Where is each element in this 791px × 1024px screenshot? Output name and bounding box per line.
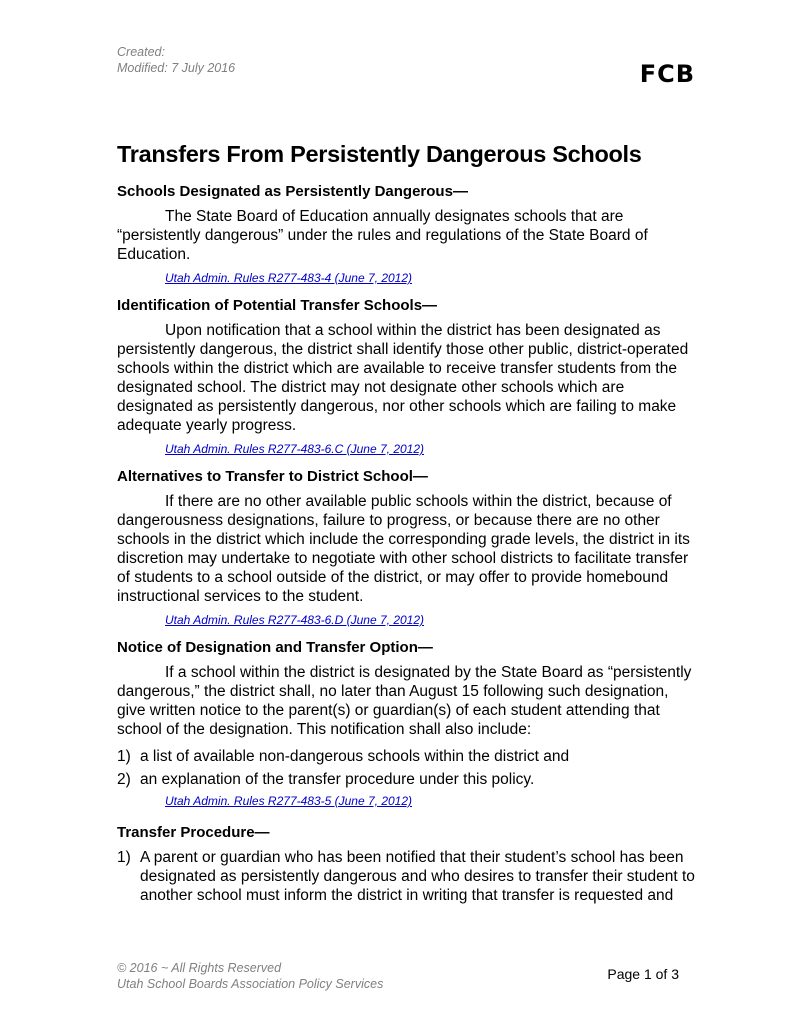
citation <box>165 793 697 809</box>
organization-name: Utah School Boards Association Policy Services <box>117 977 384 991</box>
list-text: a list of available non-dangerous schools within the district and <box>140 748 570 765</box>
citation <box>165 612 697 628</box>
numbered-list <box>117 848 697 905</box>
list-number: 2) <box>117 771 131 788</box>
policy-code: FCB <box>639 60 695 88</box>
section-heading: Notice of Designation and Transfer Option— <box>117 639 433 656</box>
copyright-text: © 2016 ~ All Rights Reserved <box>117 961 282 975</box>
list-number: 1) <box>117 849 131 866</box>
document-body <box>117 140 697 909</box>
list-number: 1) <box>117 748 131 765</box>
modified-date: Modified: 7 July 2016 <box>117 61 236 75</box>
numbered-list <box>117 747 697 789</box>
page-number: Page 1 of 3 <box>607 966 679 982</box>
citation <box>165 441 697 457</box>
section-paragraph: If a school within the district is designated by the State Board as “persistently dangerous,” the district shall, no later than August 15 following such designation, give written notice to the parent(s) or guardian(s) of each student attending that school of the designation. This notification shall also include: <box>117 664 692 738</box>
list-item <box>117 747 697 766</box>
created-label: Created: <box>117 45 165 59</box>
footer-copyright <box>117 960 383 992</box>
citation-link[interactable]: Utah Admin. Rules R277-483-4 (June 7, 2012) <box>165 271 413 285</box>
citation-link[interactable]: Utah Admin. Rules R277-483-6.C (June 7, 2012) <box>165 442 425 456</box>
section-paragraph: Upon notification that a school within the district has been designated as persistently dangerous, the district shall identify those other public, district-operated schools within the district which are available to receive transfer students from the designated school. The district may not designate other schools which are designated as persistently dangerous, nor other schools which are failing to make adequate yearly progress. <box>117 322 689 434</box>
list-text: an explanation of the transfer procedure under this policy. <box>140 771 535 788</box>
section-paragraph: The State Board of Education annually designates schools that are “persistently dangerous” under the rules and regulations of the State Board of Education. <box>117 208 648 263</box>
list-item <box>117 770 697 789</box>
section-heading: Transfer Procedure— <box>117 824 270 841</box>
document-meta <box>117 44 235 76</box>
section-heading: Alternatives to Transfer to District School— <box>117 468 428 485</box>
citation-link[interactable]: Utah Admin. Rules R277-483-6.D (June 7, 2012) <box>165 613 425 627</box>
citation-link[interactable]: Utah Admin. Rules R277-483-5 (June 7, 2012) <box>165 794 413 808</box>
list-text: A parent or guardian who has been notified that their student’s school has been designated as persistently dangerous and who desires to transfer their student to another school must inform the district in writing that transfer is requested and <box>140 849 695 904</box>
section-heading: Identification of Potential Transfer Schools— <box>117 297 438 314</box>
citation <box>165 270 697 286</box>
document-title: Transfers From Persistently Dangerous Schools <box>117 141 642 167</box>
section-paragraph: If there are no other available public schools within the district, because of dangerousness designations, failure to progress, or because there are no other schools in the district which include the corresponding grade levels, the district in its discretion may undertake to negotiate with other school districts to facilitate transfer of students to a school outside of the district, or may offer to provide homebound instructional services to the student. <box>117 493 690 605</box>
section-heading: Schools Designated as Persistently Dangerous— <box>117 183 468 200</box>
list-item <box>117 848 697 905</box>
